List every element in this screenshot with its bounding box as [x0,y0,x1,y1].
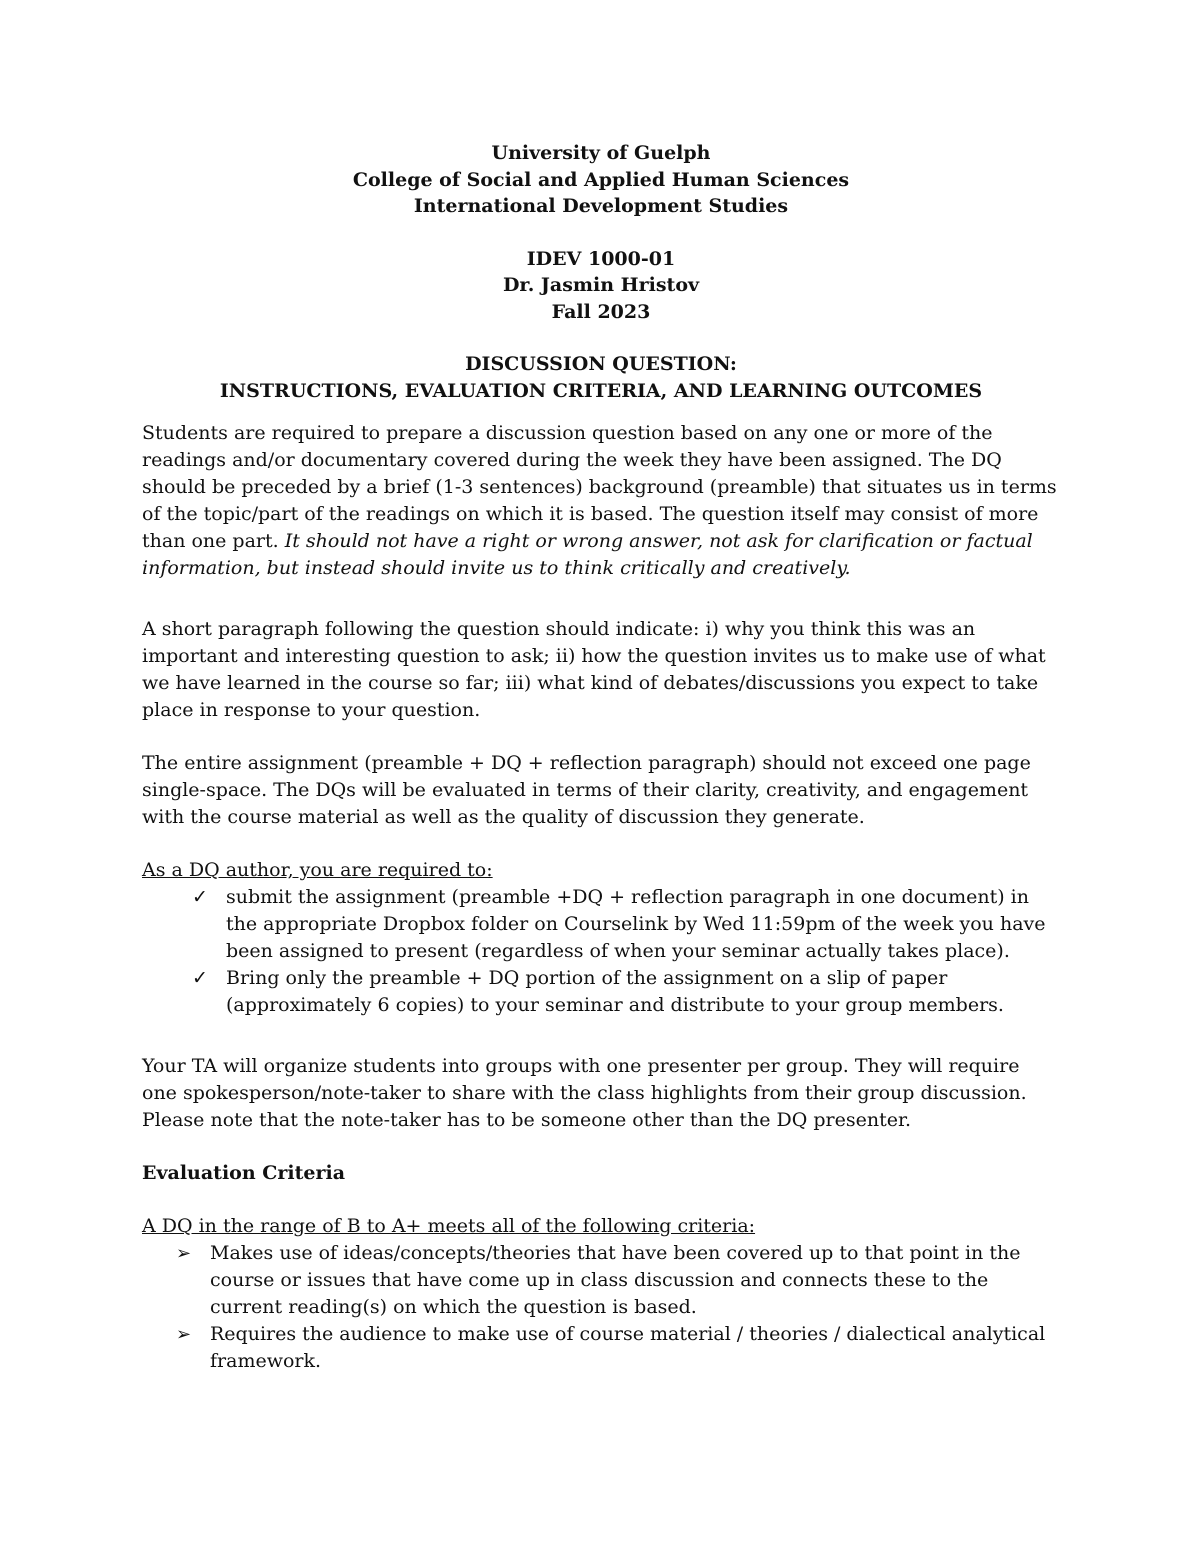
list-item [142,1321,1060,1375]
length-paragraph: The entire assignment (preamble + DQ + reflection paragraph) should not exceed one page single-space. The DQs will be evaluated in terms of their clarity, creativity, and engagement with the course material as well as the quality of discussion they generate. [142,752,1031,828]
intro-italic-text: It should not have a right or wrong answer, not ask for clarification or factual information, but instead should invite us to think critically and creatively. [142,530,1033,579]
intro-paragraph [142,420,1060,582]
author-section-heading: As a DQ author, you are required to: [142,859,493,881]
checkmark-icon: ✓ [192,967,208,989]
document-page [142,140,1060,1375]
list-item-text: submit the assignment (preamble +DQ + reflection paragraph in one document) in the appropriate Dropbox folder on Courselink by Wed 11:59pm of the week you have been assigned to present (regardless of when your seminar actually takes place). [226,886,1046,962]
evaluation-subheading: A DQ in the range of B to A+ meets all of the following criteria: [142,1215,756,1237]
university-name: University of Guelph [491,142,711,164]
list-item [142,884,1060,965]
list-item [142,1240,1060,1321]
list-item-text: Bring only the preamble + DQ portion of the assignment on a slip of paper (approximately 6 copies) to your seminar and distribute to your group members. [226,967,1004,1016]
evaluation-criteria-list [142,1240,1060,1375]
checkmark-icon: ✓ [192,886,208,908]
author-requirements-list [142,884,1060,1019]
list-item-text: Makes use of ideas/concepts/theories that have been covered up to that point in the course or issues that have come up in class discussion and connects these to the current reading(s) on which the question is based. [210,1242,1021,1318]
arrow-bullet-icon: ➢ [176,1243,192,1264]
ta-paragraph: Your TA will organize students into groups with one presenter per group. They will require one spokesperson/note-taker to share with the class highlights from their group discussion. Please note that the note-taker has to be someone other than the DQ presenter. [142,1055,1027,1131]
reflection-paragraph: A short paragraph following the question should indicate: i) why you think this was an important and interesting question to ask; ii) how the question invites us to make use of what we have learned in the course so far; iii) what kind of debates/discussions you expect to take place in response to your question. [142,618,1046,721]
college-name: College of Social and Applied Human Sciences [352,168,850,191]
intro-text: Students are required to prepare a discussion question based on any one or more of the readings and/or documentary covered during the week they have been assigned. The DQ should be preceded by a brief (1-3 sentences) background (preamble) that situates us in terms of the topic/part of the readings on which it is based. The question itself may consist of more than one part. [142,422,1057,552]
list-item-text: Requires the audience to make use of course material / theories / dialectical analytical framework. [210,1323,1046,1372]
arrow-bullet-icon: ➢ [176,1324,192,1345]
document-title-line1: DISCUSSION QUESTION: [465,353,737,375]
document-title-line2: INSTRUCTIONS, EVALUATION CRITERIA, AND LEARNING OUTCOMES [219,379,983,402]
list-item [142,965,1060,1019]
course-code: IDEV 1000-01 [526,247,676,270]
term: Fall 2023 [551,300,651,323]
instructor-name: Dr. Jasmin Hristov [502,274,700,296]
department-name: International Development Studies [413,195,789,217]
evaluation-criteria-title: Evaluation Criteria [142,1162,346,1184]
document-header [142,140,1060,404]
